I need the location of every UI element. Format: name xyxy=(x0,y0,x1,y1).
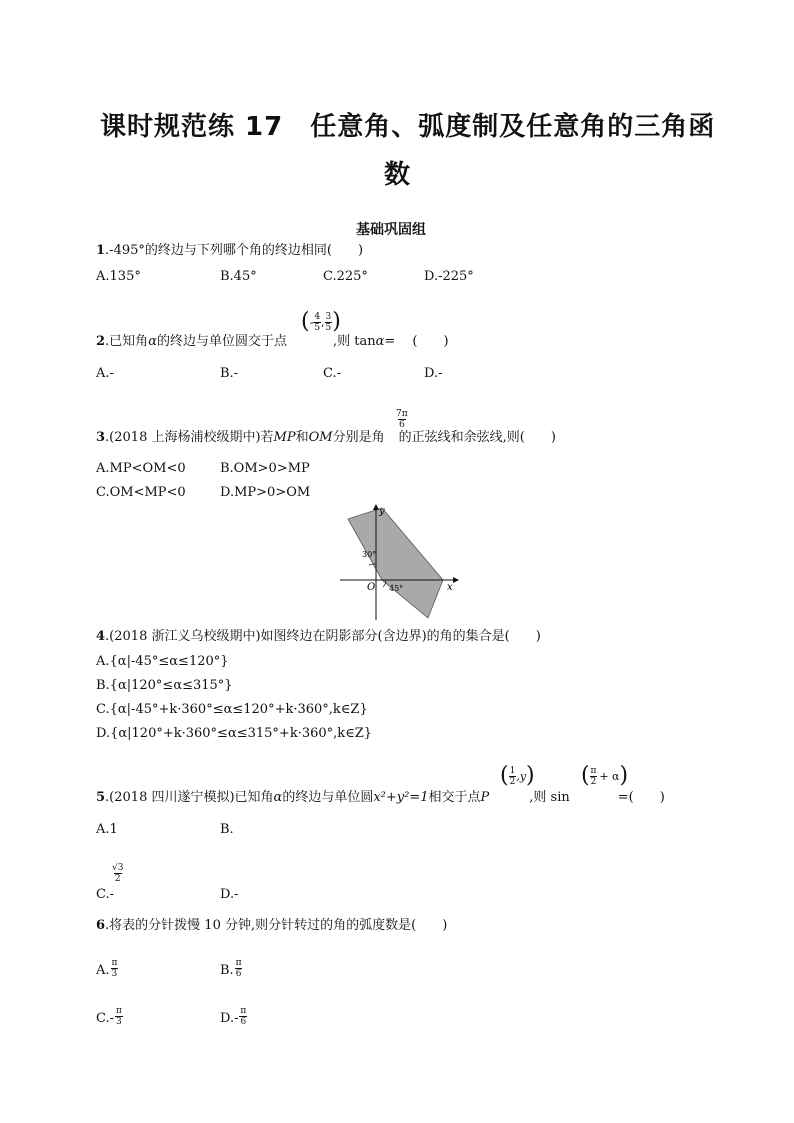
question-number: 4 xyxy=(96,629,106,644)
question-number: 6 xyxy=(96,918,106,933)
question-3: 3.(2018 上海杨浦校级期中)若MP和OM分别是角 的正弦线和余弦线,则( ) xyxy=(96,430,556,445)
q6-option-c[interactable]: C.- $\frac{\pi}{3}$ xyxy=(96,1006,122,1027)
minus-sign: - xyxy=(309,315,314,329)
q5-option-d[interactable]: D.- xyxy=(220,887,239,902)
q2-option-c[interactable]: C.- xyxy=(323,366,342,381)
q4-option-b[interactable]: B.{α|120°≤α≤315°} xyxy=(96,678,233,693)
q2-option-b[interactable]: B.- xyxy=(220,366,239,381)
q3-option-a[interactable]: A.MP<OM<0 xyxy=(96,461,186,476)
x-axis-label: x xyxy=(447,582,453,593)
question-4 xyxy=(96,629,541,645)
q5-point-expression: ( $\frac{1}{2}$ ,y ) xyxy=(500,763,535,788)
left-paren: ( xyxy=(301,309,310,334)
q6-option-d[interactable]: D.- $\frac{\pi}{6}$ xyxy=(220,1006,247,1027)
page-title-line1: 课时规范练 17 任意角、弧度制及任意角的三角函 xyxy=(100,112,716,142)
q4-option-d[interactable]: D.{α|120°+k·360°≤α≤315°+k·360°,k∈Z} xyxy=(96,726,373,741)
fraction: $\frac{\pi}{3}$ xyxy=(111,958,118,979)
q3-option-b[interactable]: B.OM>0>MP xyxy=(220,461,310,476)
q5-option-c[interactable]: C.- xyxy=(96,887,115,902)
question-number: 5 xyxy=(96,790,106,805)
fraction: $\frac{\pi}{6}$ xyxy=(240,1006,247,1027)
question-text: .-495°的终边与下列哪个角的终边相同( ) xyxy=(105,243,364,258)
x-axis-arrow xyxy=(453,577,459,583)
fraction: $\frac{\pi}{6}$ xyxy=(235,958,242,979)
shaded-region xyxy=(348,508,443,618)
q1-option-a[interactable]: A.135° xyxy=(96,269,141,284)
section-heading: 基础巩固组 xyxy=(356,222,426,238)
fraction: $\frac{\pi}{3}$ xyxy=(115,1006,122,1027)
q1-option-c[interactable]: C.225° xyxy=(323,269,368,284)
question-number: 2 xyxy=(96,334,106,349)
right-paren: ) xyxy=(332,309,341,334)
question-number: 1 xyxy=(96,243,106,258)
q3-angle-fraction: $\frac{7\pi}{6}$ xyxy=(396,409,408,430)
fraction: $\frac{4}{5}$ xyxy=(314,311,321,333)
question-2: 2.已知角α的终边与单位圆交于点 ,则 tanα= ( ) xyxy=(96,334,449,349)
question-text: .将表的分针拨慢 10 分钟,则分针转过的角的弧度数是( ) xyxy=(105,918,448,933)
q5-c-fraction: $\frac{√3}{2}$ xyxy=(112,863,124,884)
question-number: 3 xyxy=(96,430,106,445)
question-1 xyxy=(96,243,363,259)
question-text: .(2018 浙江义乌校级期中)如图终边在阴影部分(含边界)的角的集合是( ) xyxy=(105,629,541,644)
q1-option-d[interactable]: D.-225° xyxy=(424,269,474,284)
angle-figure xyxy=(335,502,465,624)
q4-option-c[interactable]: C.{α|-45°+k·360°≤α≤120°+k·360°,k∈Z} xyxy=(96,702,368,717)
q1-option-b[interactable]: B.45° xyxy=(220,269,257,284)
question-5: 5.(2018 四川遂宁模拟)已知角α的终边与单位圆x²+y²=1相交于点P ,则 sin =( ) xyxy=(96,790,665,805)
q2-point-expression: ( - $\frac{4}{5}$ , $\frac{3}{5}$ ) xyxy=(301,309,341,334)
question-6 xyxy=(96,918,447,934)
q4-option-a[interactable]: A.{α|-45°≤α≤120°} xyxy=(96,654,229,669)
fraction: $\frac{3}{5}$ xyxy=(325,311,332,333)
q3-option-d[interactable]: D.MP>0>OM xyxy=(220,485,311,500)
q3-option-c[interactable]: C.OM<MP<0 xyxy=(96,485,186,500)
y-axis-label: y xyxy=(379,506,385,517)
q2-option-a[interactable]: A.- xyxy=(96,366,114,381)
fraction: $\frac{1}{2}$ xyxy=(509,765,516,787)
q6-option-b[interactable]: B. $\frac{\pi}{6}$ xyxy=(220,958,242,979)
angle-label-45: 45° xyxy=(389,584,404,593)
angle-label-30: 30° xyxy=(362,550,377,559)
q2-option-d[interactable]: D.- xyxy=(424,366,443,381)
q6-option-a[interactable]: A. $\frac{\pi}{3}$ xyxy=(96,958,118,979)
origin-label: O xyxy=(367,582,376,593)
q5-option-a[interactable]: A.1 xyxy=(96,822,118,837)
fraction: $\frac{\pi}{2}$ xyxy=(590,765,597,787)
q5-option-b[interactable]: B. xyxy=(220,822,234,837)
q5-sin-argument: ( $\frac{\pi}{2}$ + α ) xyxy=(581,763,629,788)
page-title-line2: 数 xyxy=(384,160,412,190)
